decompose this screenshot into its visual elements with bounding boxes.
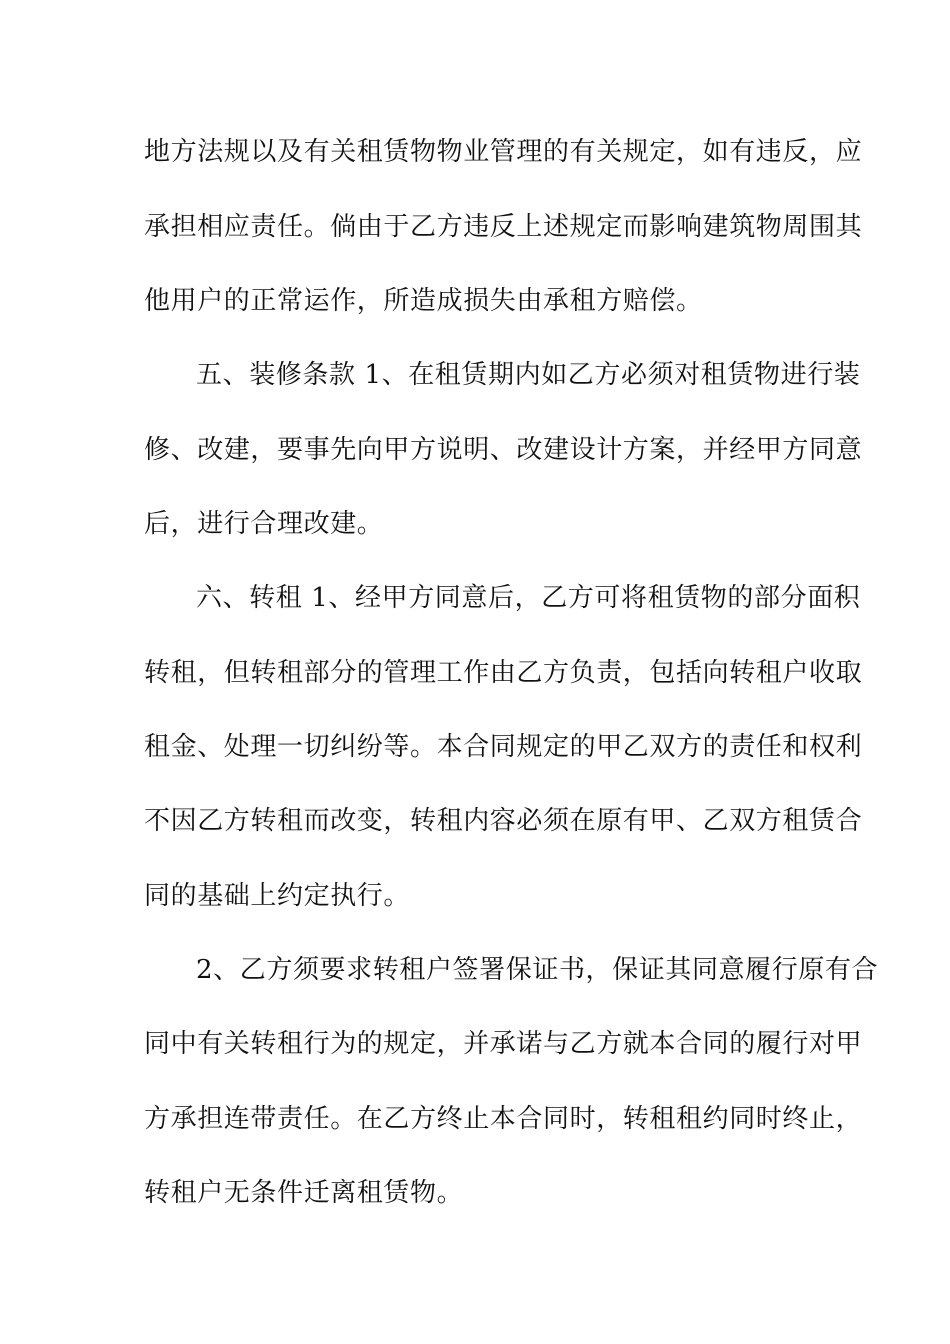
text-line: 租金、处理一切纠纷等。本合同规定的甲乙双方的责任和权利 bbox=[144, 732, 863, 762]
paragraph-heading-line: 六、转租 1、经甲方同意后，乙方可将租赁物的部分面积 bbox=[196, 583, 861, 613]
text-line: 地方法规以及有关租赁物物业管理的有关规定，如有违反，应 bbox=[144, 137, 863, 167]
text-line: 承担相应责任。倘由于乙方违反上述规定而影响建筑物周围其 bbox=[144, 212, 863, 242]
text-line: 转租，但转租部分的管理工作由乙方负责，包括向转租户收取 bbox=[144, 658, 863, 688]
text-line: 后，进行合理改建。 bbox=[144, 509, 384, 539]
text-line: 同的基础上约定执行。 bbox=[144, 881, 411, 911]
paragraph-start-line: 2、乙方须要求转租户签署保证书，保证其同意履行原有合 bbox=[196, 955, 879, 985]
text-line: 不因乙方转租而改变，转租内容必须在原有甲、乙双方租赁合 bbox=[144, 806, 863, 836]
text-line: 他用户的正常运作，所造成损失由承租方赔偿。 bbox=[144, 286, 703, 316]
text-line: 同中有关转租行为的规定，并承诺与乙方就本合同的履行对甲 bbox=[144, 1029, 863, 1059]
paragraph-heading-line: 五、装修条款 1、在租赁期内如乙方必须对租赁物进行装 bbox=[196, 360, 861, 390]
text-line: 转租户无条件迁离租赁物。 bbox=[144, 1178, 464, 1208]
text-line: 方承担连带责任。在乙方终止本合同时，转租租约同时终止， bbox=[144, 1104, 863, 1134]
text-line: 修、改建，要事先向甲方说明、改建设计方案，并经甲方同意 bbox=[144, 435, 863, 465]
